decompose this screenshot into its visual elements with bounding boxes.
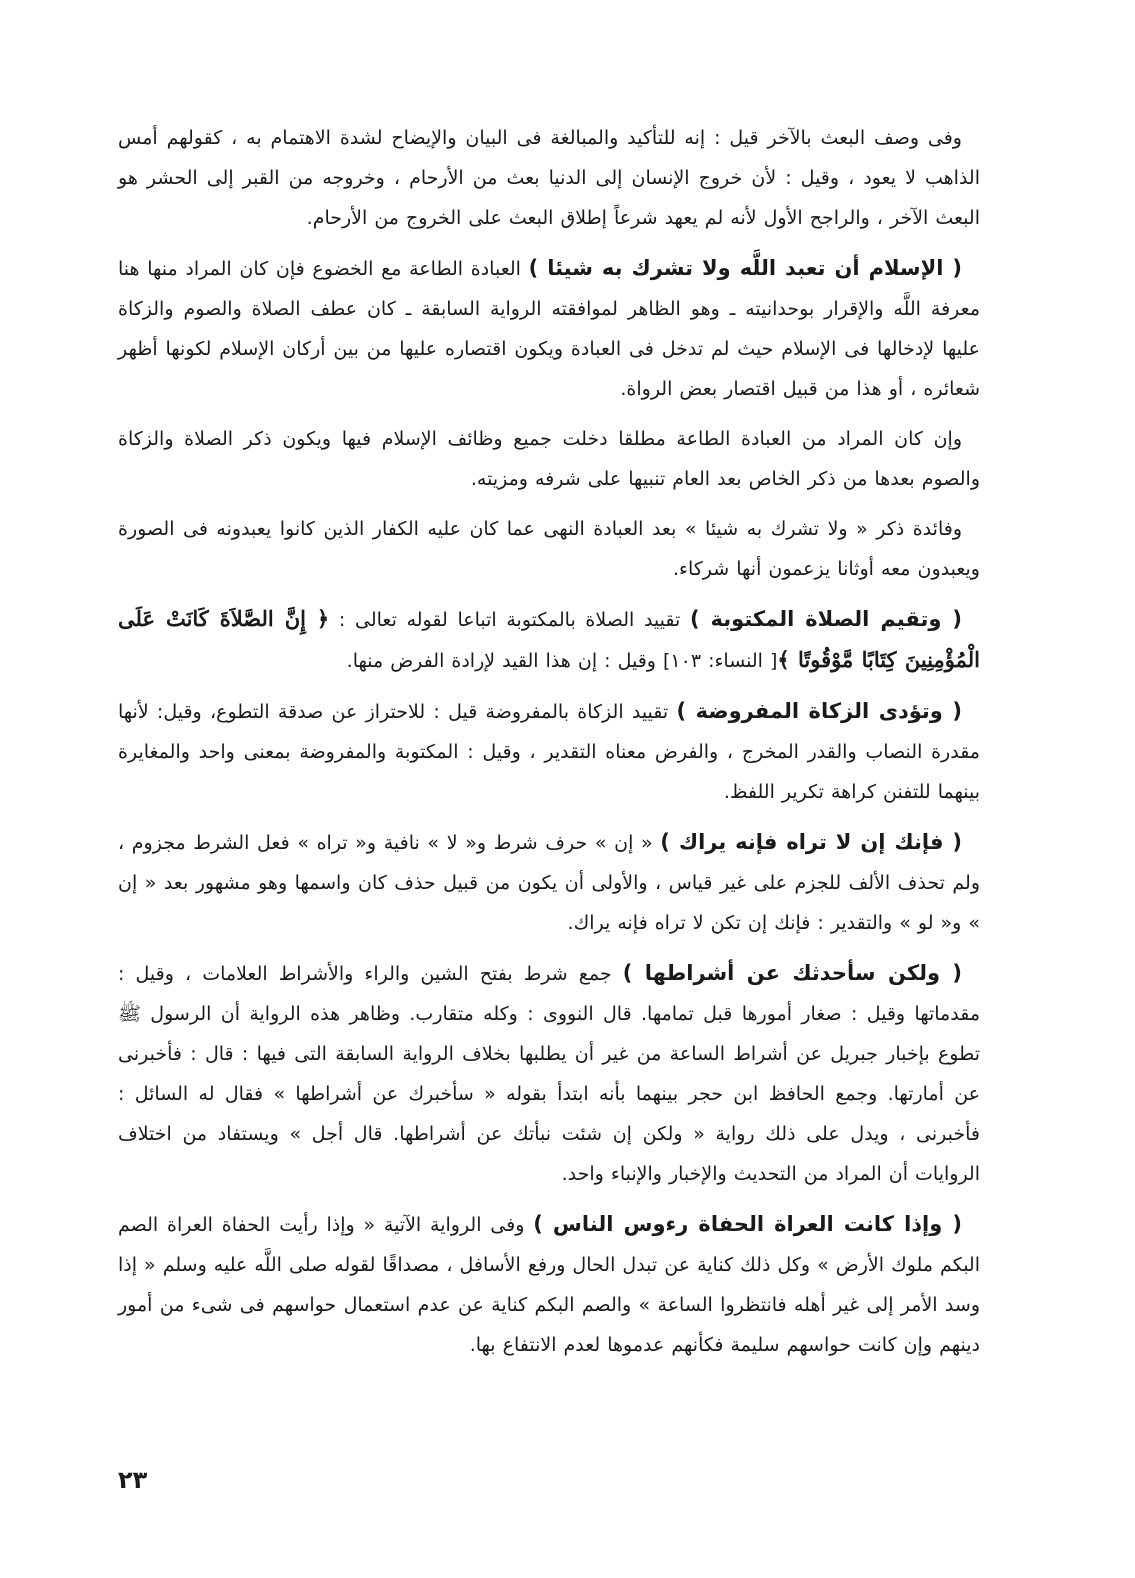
paragraph-2-text: العبادة الطاعة مع الخضوع فإن كان المراد منها هنا معرفة اللَّه والإقرار بوحدانيته ـ وهو الظاهر لموافقته الرواية السابقة ـ كان عطف الصلاة والصوم والزكاة عليها لإدخالها فى الإسلام حيث لم تدخل فى العبادة ويكون اقتصاره عليها من بين أركان الإسلام لكونها أظهر شعائره ، أو هذا من قبيل اقتصار بعض الرواة.: [118, 258, 980, 400]
paragraph-1-text: وفى وصف البعث بالآخر قيل : إنه للتأكيد والمبالغة فى البيان والإيضاح لشدة الاهتمام به ، كقولهم أمس الذاهب لا يعود ، وقيل : لأن خروج الإنسان إلى الدنيا بعث من الأرحام ، وخروجه من القبر إلى الحشر هو البعث الآخر ، والراجح الأول لأنه لم يعهد شرعاً إطلاق البعث على الخروج من الأرحام.: [118, 127, 980, 229]
paragraph-6-text: تقييد الزكاة بالمفروضة قيل : للاحتراز عن صدقة التطوع، وقيل: لأنها مقدرة النصاب والقدر المخرج ، والفرض معناه التقدير ، وقيل : المكتوبة والمفروضة بمعنى واحد والمغايرة بينهما للتفنن كراهة تكرير اللفظ.: [118, 701, 980, 803]
quran-verse: ﴿ إِنَّ الصَّلاَةَ كَانَتْ عَلَى الْمُؤْمِنِينَ كِتَابًا مَّوْقُوتًا ﴾: [118, 606, 980, 672]
paragraph-5: [118, 599, 980, 681]
page-body: [118, 118, 980, 1375]
paragraph-6-heading: ( وتؤدى الزكاة المفروضة ): [676, 699, 962, 723]
paragraph-9-heading: ( وإذا كانت العراة الحفاة رءوس الناس ): [533, 1212, 962, 1236]
paragraph-6: [118, 691, 980, 812]
paragraph-5-text: [ النساء: ١٠٣] وقيل : إن هذا القيد لإرادة الفرض منها.: [346, 650, 778, 672]
paragraph-9-text: وفى الرواية الآتية « وإذا رأيت الحفاة العراة الصم البكم ملوك الأرض » وكل ذلك كناية عن تبدل الحال ورفع الأسافل ، مصداقًا لقوله صلى اللَّه عليه وسلم « إذا وسد الأمر إلى غير أهله فانتظروا الساعة » والصم البكم كناية عن عدم استعمال حواسهم فى شىء من أمور دينهم وإن كانت حواسهم سليمة فكأنهم عدموها لعدم الانتفاع بها.: [118, 1214, 980, 1356]
paragraph-3: [118, 419, 980, 499]
paragraph-4: [118, 509, 980, 589]
paragraph-8: [118, 953, 980, 1194]
paragraph-1: [118, 118, 980, 238]
paragraph-7-heading: ( فإنك إن لا تراه فإنه يراك ): [660, 830, 962, 854]
paragraph-4-text: وفائدة ذكر « ولا تشرك به شيئا » بعد العبادة النهى عما كان عليه الكفار الذين كانوا يعبدونه فى الصورة ويعبدون معه أوثانا يزعمون أنها شركاء.: [118, 518, 980, 580]
paragraph-3-text: وإن كان المراد من العبادة الطاعة مطلقا دخلت جميع وظائف الإسلام فيها ويكون ذكر الصلاة والزكاة والصوم بعدها من ذكر الخاص بعد العام تنبيها على شرفه ومزيته.: [118, 428, 980, 490]
paragraph-5-intro: تقييد الصلاة بالمكتوبة اتباعا لقوله تعالى :: [329, 609, 690, 631]
paragraph-2: [118, 248, 980, 409]
paragraph-8-text: جمع شرط بفتح الشين والراء والأشراط العلامات ، وقيل : مقدماتها وقيل : صغار أمورها قبل تمامها. قال النووى : وكله متقارب. وظاهر هذه الرواية أن الرسول ﷺ تطوع بإخبار جبريل عن أشراط الساعة من غير أن يطلبها بخلاف الرواية السابقة التى فيها : قال : فأخبرنى عن أمارتها. وجمع الحافظ ابن حجر بينهما بأنه ابتدأ بقوله « سأخبرك عن أشراطها » فقال له السائل : فأخبرنى ، ويدل على ذلك رواية « ولكن إن شئت نبأتك عن أشراطها. قال أجل » ويستفاد من اختلاف الروايات أن المراد من التحديث والإخبار والإنباء واحد.: [118, 963, 980, 1185]
page-number: ٢٣: [118, 1466, 148, 1494]
paragraph-5-heading: ( وتقيم الصلاة المكتوبة ): [689, 607, 962, 631]
paragraph-8-heading: ( ولكن سأحدثك عن أشراطها ): [622, 961, 962, 985]
paragraph-7: [118, 822, 980, 943]
paragraph-2-heading: ( الإسلام أن تعبد اللَّه ولا تشرك به شيئا ): [528, 256, 962, 280]
paragraph-7-text: « إن » حرف شرط و« لا » نافية و« تراه » فعل الشرط مجزوم ، ولم تحذف الألف للجزم على غير قياس ، والأولى أن يكون من قبيل حذف كان واسمها وهو مشهور بعد « إن » و« لو » والتقدير : فإنك إن تكن لا تراه فإنه يراك.: [118, 832, 980, 934]
paragraph-9: [118, 1204, 980, 1365]
